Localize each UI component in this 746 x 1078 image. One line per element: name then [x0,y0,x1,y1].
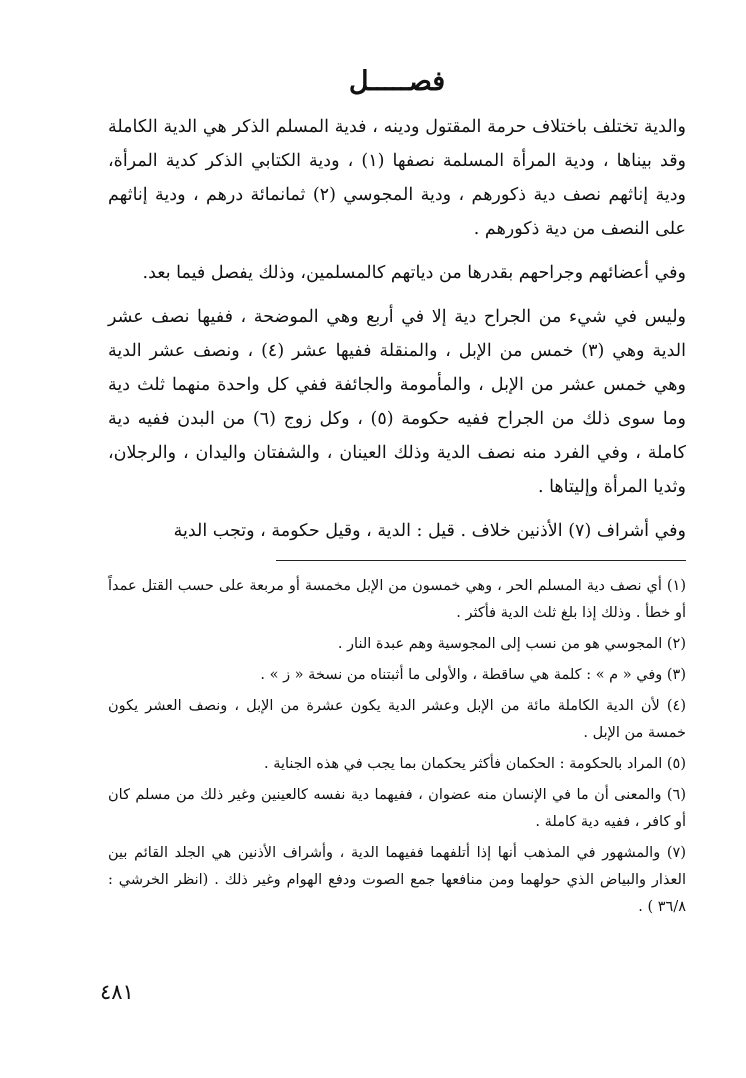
footnote-4: (٤) لأن الدية الكاملة مائة من الإبل وعشر الدية يكون عشرة من الإبل ، ونصف العشر يكون خمسة من الإبل . [108,698,686,741]
footnote-6: (٦) والمعنى أن ما في الإنسان منه عضوان ، ففيهما دية نفسه كالعينين وغير ذلك من مسلم كان أو كافر ، ففيه دية كاملة . [108,787,686,830]
footnote-1: (١) أي نصف دية المسلم الحر ، وهي خمسون من الإبل مخمسة أو مربعة على حسب القتل عمداً أو خطأ . وذلك إذا بلغ ثلث الدية فأكثر . [108,578,686,621]
footnote-5: (٥) المراد بالحكومة : الحكمان فأكثر يحكمان بما يجب في هذه الجناية . [263,756,686,772]
footnote-7: (٧) والمشهور في المذهب أنها إذا أتلفهما ففيهما الدية ، وأشراف الأذنين هي الجلد القائم بين العذار والبياض الذي حولهما ومن منافعها جمع الصوت ودفع الهوام وغير ذلك . (انظر الخرشي : ٣٦/٨ ) . [108,845,686,915]
section-title: فصـــــل [348,66,446,97]
paragraph-ears: وفي أشراف (٧) الأذنين خلاف . قيل : الدية ، وقيل حكومة ، وتجب الدية [173,521,686,541]
paragraph-diya-by-religion: والدية تختلف باختلاف حرمة المقتول ودينه ، فدية المسلم الذكر هي الدية الكاملة وقد بيناها ، ودية المرأة المسلمة نصفها (١) ، ودية الكتابي الذكر كدية المرأة، ودية إناثهم نصف دية ذكورهم ، ودية المجوسي (٢) ثمانمائة درهم ، ودية إناثهم على النصف من دية ذكورهم . [108,117,687,239]
footnotes [108,573,686,925]
main-text [108,60,686,558]
footnote-2: (٢) المجوسي هو من نسب إلى المجوسية وهم عبدة النار . [337,636,686,652]
footnote-separator [276,560,686,561]
page-number: ٤٨١ [100,980,134,1004]
paragraph-limbs-wounds: وفي أعضائهم وجراحهم بقدرها من دياتهم كالمسلمين، وذلك يفصل فيما بعد. [142,263,686,283]
paragraph-wounds-types: وليس في شيء من الجراح دية إلا في أربع وهي الموضحة ، ففيها نصف عشر الدية وهي (٣) خمس من الإبل ، والمنقلة ففيها عشر (٤) ، ونصف عشر الدية وهي خمس عشر من الإبل ، والمأمومة والجائفة ففي كل واحدة منهما ثلث دية وما سوى ذلك من الجراح ففيه حكومة (٥) ، وكل زوج (٦) من البدن ففيه دية كاملة ، وفي الفرد منه نصف الدية وذلك العينان ، والشفتان واليدان ، والرجلان، وثديا المرأة وإليتاها . [108,307,687,497]
footnote-3: (٣) وفي « م » : كلمة هي ساقطة ، والأولى ما أثبتناه من نسخة « ز » . [260,667,686,683]
